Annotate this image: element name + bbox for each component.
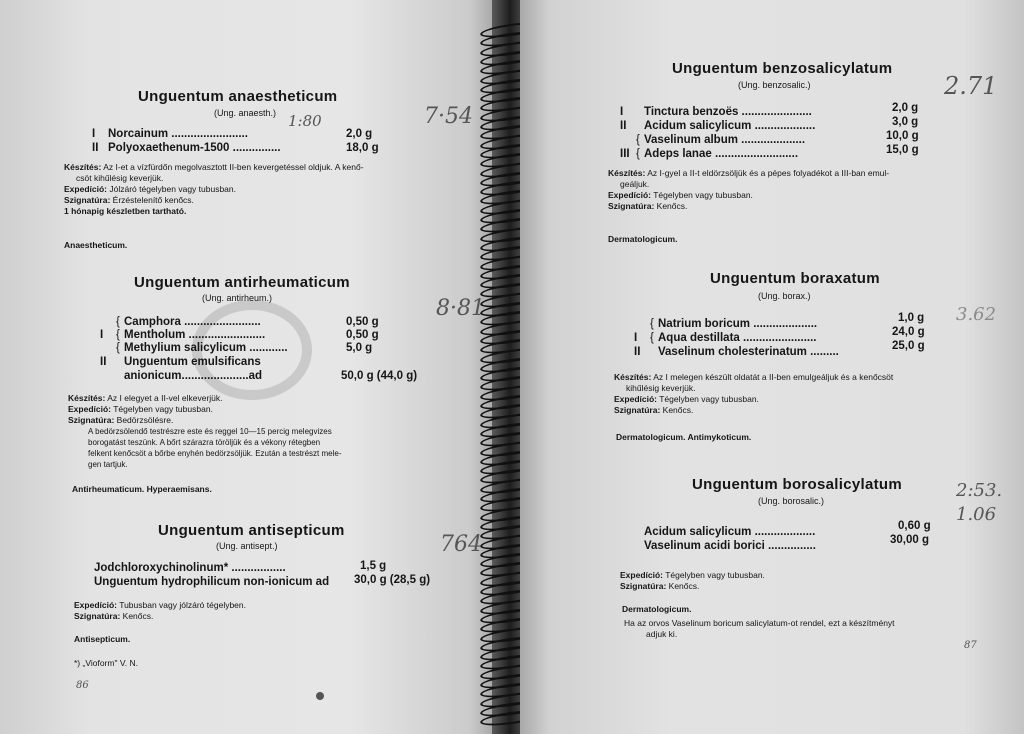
ingredient-amount: 15,0 g bbox=[886, 144, 919, 156]
ingredient-row: III { Adeps lanae .......................... bbox=[620, 148, 799, 160]
ingredient-row: II Unguentum emulsificans bbox=[100, 356, 261, 368]
handwritten-note: 2:53. bbox=[956, 480, 1003, 501]
ingredient-amount: 0,60 g bbox=[898, 520, 931, 532]
ingredient-row: II Acidum salicylicum ................... bbox=[620, 120, 816, 132]
ingredient-amount: 0,50 g bbox=[346, 316, 379, 328]
ingredient-amount: 50,0 g (44,0 g) bbox=[341, 370, 418, 382]
footnote: *) „Vioform" V. N. bbox=[74, 658, 138, 668]
preparation-notes: Készítés: Az I-et a vízfürdőn megolvasztott II-ben kevergetéssel oldjuk. A kenő- csöt kihűlésig keverjük. Expedíció: Jólzáró tégelyben vagy tubusban. Szignatúra: Érzéstelenítő kenőcs. 1 hónapig készletben tartható. bbox=[64, 162, 364, 216]
section-title-benzosalicylatum: Unguentum benzosalicylatum bbox=[672, 60, 893, 77]
right-page bbox=[520, 0, 1024, 734]
ingredient-row: I Tinctura benzoës ...................... bbox=[620, 106, 812, 118]
handwritten-note: 3.62 bbox=[956, 304, 997, 325]
ingredient-amount: 1,5 g bbox=[360, 560, 387, 572]
section-title-antirheumaticum: Unguentum antirheumaticum bbox=[134, 274, 350, 291]
preparation-notes: Készítés: Az I-gyel a II-t eldörzsöljük és a pépes folyadékot a III-ban emul- geáljuk. Expedíció: Tégelyben vagy tubusban. Szignatúra: Kenőcs. bbox=[608, 168, 890, 211]
ingredient-amount: 10,0 g bbox=[886, 130, 919, 142]
ingredient-row: I { Mentholum ........................ bbox=[100, 329, 266, 341]
ingredient-row: I Norcainum ........................ bbox=[92, 128, 248, 140]
page-number: 87 bbox=[964, 640, 977, 651]
handwritten-note: 8·81 bbox=[436, 296, 485, 321]
category-label: Anaestheticum. bbox=[64, 240, 128, 250]
preparation-notes: Expedíció: Tubusban vagy jólzáró tégelyben. Szignatúra: Kenőcs. bbox=[74, 600, 246, 621]
ingredient-amount: 30,00 g bbox=[890, 534, 929, 546]
handwritten-note: 2.71 bbox=[944, 72, 998, 100]
section-abbrev: (Ung. borosalic.) bbox=[758, 496, 825, 506]
ingredient-row: Acidum salicylicum ................... bbox=[644, 526, 816, 538]
handwritten-note: 1.06 bbox=[956, 504, 997, 525]
ingredient-amount: 18,0 g bbox=[346, 142, 379, 154]
ingredient-row: II Vaselinum cholesterinatum ......... bbox=[634, 346, 839, 358]
section-abbrev: (Ung. borax.) bbox=[758, 291, 811, 301]
preparation-notes: Készítés: Az I elegyet a II-vel elkeverjük. Expedíció: Tégelyben vagy tubusban. Szignatúra: Bedörzsölésre. A bedörzsölendő testrészre este és reggel 10—15 percig melegvizes borogatást teszünk. A bőrt szárazra töröljük és a vékony rétegben felkent kenőcsöt a bőrbe enyhén bedörzsöljük. Ezután a testrészt mele- gen tartjuk. bbox=[68, 393, 342, 469]
category-label: Dermatologicum. Antimykoticum. bbox=[616, 432, 752, 442]
category-label: Antisepticum. bbox=[74, 634, 131, 644]
ingredient-amount: 2,0 g bbox=[346, 128, 373, 140]
ingredient-row: { Natrium boricum .................... bbox=[650, 318, 818, 330]
section-title-antisepticum: Unguentum antisepticum bbox=[158, 522, 345, 539]
ingredient-row: { Vaselinum album .................... bbox=[636, 134, 806, 146]
handwritten-note: 764 bbox=[440, 532, 482, 557]
ingredient-amount: 2,0 g bbox=[892, 102, 919, 114]
ingredient-amount: 0,50 g bbox=[346, 329, 379, 341]
ingredient-amount: 30,0 g (28,5 g) bbox=[354, 574, 431, 586]
category-label: Dermatologicum. bbox=[608, 234, 678, 244]
ingredient-row: Vaselinum acidi borici ............... bbox=[644, 540, 816, 552]
category-label: Dermatologicum. bbox=[622, 604, 692, 614]
left-page bbox=[0, 0, 500, 734]
handwritten-note: 1:80 bbox=[288, 112, 322, 130]
ingredient-row: Jodchloroxychinolinum* ................. bbox=[94, 562, 286, 574]
ingredient-amount: 1,0 g bbox=[898, 312, 925, 324]
preparation-notes: Expedíció: Tégelyben vagy tubusban. Szignatúra: Kenőcs. bbox=[620, 570, 765, 591]
ingredient-row: I { Aqua destillata ....................... bbox=[634, 332, 817, 344]
ingredient-row: { Camphora ........................ bbox=[116, 316, 261, 328]
ingredient-row: anionicum.....................ad bbox=[124, 370, 263, 382]
ingredient-amount: 25,0 g bbox=[892, 340, 925, 352]
ingredient-amount: 5,0 g bbox=[346, 342, 373, 354]
ingredient-amount: 3,0 g bbox=[892, 116, 919, 128]
ingredient-row: Unguentum hydrophilicum non-ionicum ad bbox=[94, 576, 330, 588]
footer-note: Ha az orvos Vaselinum boricum salicylatum-ot rendel, ezt a készítményt adjuk ki. bbox=[624, 618, 895, 639]
section-title-anaestheticum: Unguentum anaestheticum bbox=[138, 88, 338, 105]
section-abbrev: (Ung. antisept.) bbox=[216, 541, 278, 551]
section-abbrev: (Ung. anaesth.) bbox=[214, 108, 277, 118]
category-label: Antirheumaticum. Hyperaemisans. bbox=[72, 484, 212, 494]
ink-spot bbox=[316, 692, 324, 700]
section-abbrev: (Ung. antirheum.) bbox=[202, 293, 273, 303]
section-title-borosalicylatum: Unguentum borosalicylatum bbox=[692, 476, 903, 493]
section-title-boraxatum: Unguentum boraxatum bbox=[710, 270, 880, 287]
page-number: 86 bbox=[76, 680, 89, 691]
ingredient-row: II Polyoxaethenum-1500 ............... bbox=[92, 142, 281, 154]
section-abbrev: (Ung. benzosalic.) bbox=[738, 80, 811, 90]
ingredient-row: { Methylium salicylicum ............ bbox=[116, 342, 288, 354]
ingredient-amount: 24,0 g bbox=[892, 326, 925, 338]
preparation-notes: Készítés: Az I melegen készült oldatát a II-ben emulgeáljuk és a kenőcsöt kihűlésig keverjük. Expedíció: Tégelyben vagy tubusban. Szignatúra: Kenőcs. bbox=[614, 372, 894, 415]
handwritten-note: 7·54 bbox=[424, 104, 473, 129]
